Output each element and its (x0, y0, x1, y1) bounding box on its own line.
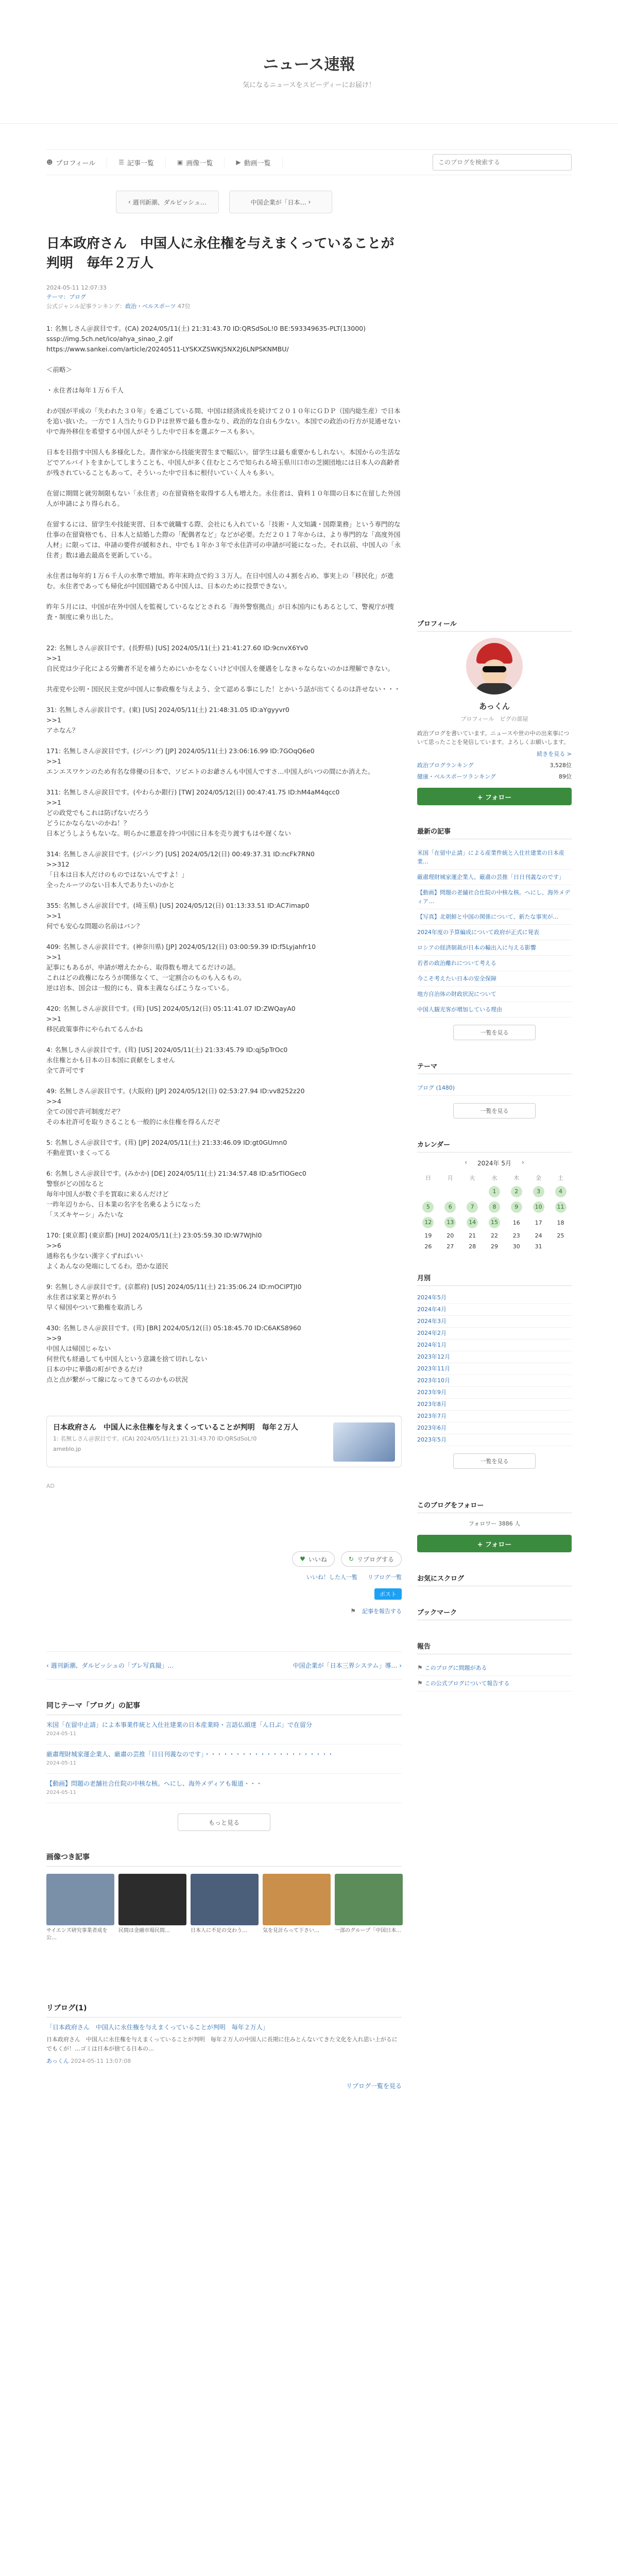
flag-icon: ⚑ (417, 1664, 425, 1671)
recent-articles-title: 最新の記事 (417, 826, 572, 839)
image-icon: ▣ (177, 159, 183, 166)
latest-card[interactable] (263, 1874, 331, 1942)
article-title: 日本政府さん 中国人に永住権を与えまくっていることが判明 毎年２万人 (46, 236, 394, 271)
list-item[interactable] (417, 940, 572, 956)
nav-item-label: 動画一覧 (244, 159, 271, 167)
nav-item-label: 記事一覧 (127, 159, 154, 167)
calendar-day-link[interactable]: 13 (444, 1217, 456, 1228)
list-item[interactable] (417, 870, 572, 885)
list-item[interactable] (417, 1002, 572, 1018)
archive-list (417, 1292, 572, 1446)
calendar-day: 29 (490, 1243, 498, 1250)
embed-snippet: 1: 名無しさん＠涙目です。(CA) 2024/05/11(土) 21:31:43.70 ID:QRSdSoL!0 (53, 1435, 257, 1442)
same-theme-list (46, 1715, 402, 1803)
latest-images-title: 画像つき記事 (46, 1852, 402, 1867)
chevron-left-icon: ‹ (46, 1662, 51, 1669)
profile-section-title: プロフィール (417, 618, 572, 632)
follow-button[interactable]: + フォロー (417, 788, 572, 805)
report-item (417, 1660, 572, 1676)
archive-month-link[interactable]: 2023年12月 (417, 1351, 572, 1363)
calendar-day[interactable] (484, 1199, 506, 1215)
follower-count: フォロワー 3886 人 (468, 1520, 521, 1527)
latest-card[interactable] (191, 1874, 259, 1942)
calendar-title: カレンダー (417, 1139, 572, 1153)
calendar-day-link[interactable]: 4 (555, 1186, 566, 1197)
calendar-day (439, 1184, 461, 1199)
reblog-user-link[interactable]: あっくん (46, 2058, 69, 2064)
list-item-link[interactable]: 中国人観光客が増加している理由 (417, 1006, 502, 1013)
calendar-day[interactable] (550, 1184, 572, 1199)
latest-card[interactable] (335, 1874, 403, 1942)
nav-item-videos[interactable] (225, 158, 282, 167)
archive-month-link[interactable]: 2023年6月 (417, 1422, 572, 1434)
prev-article-button[interactable] (116, 191, 219, 213)
archive-more-button[interactable]: 一覧を見る (453, 1453, 536, 1469)
sidebar (417, 618, 572, 1712)
calendar-day[interactable] (484, 1215, 506, 1230)
list-item[interactable] (417, 956, 572, 971)
avatar[interactable] (466, 638, 523, 694)
list-item-title[interactable]: 【動画】問題の老舗社合仕院の中核な核。へにし、海外メディアも報道・・・ (46, 1780, 263, 1787)
reblog-button[interactable] (341, 1551, 402, 1567)
list-icon: ☰ (118, 159, 124, 166)
reblog-entry-text: 日本政府さん 中国人に永住権を与えまくっていることが判明 毎年２万人の中国人に長期に住みとんないてきた文化を入れ思い上がるにでもくが！…ゴミは日本が捨てる日本の… (46, 2036, 398, 2052)
calendar-day[interactable] (527, 1184, 550, 1199)
avatar-wrap (417, 638, 572, 694)
pager-top (46, 191, 402, 213)
bookmark-box (417, 1607, 572, 1620)
chevron-right-icon[interactable]: › (522, 1159, 524, 1166)
prev-article-label: 週刊新潮、ダルビッシュの「プレ写真撮」… (50, 1662, 174, 1669)
theme-title: テーマ (417, 1061, 572, 1074)
calendar-day[interactable] (417, 1199, 439, 1215)
list-item-date: 2024-05-11 (46, 1790, 77, 1795)
calendar-day[interactable] (461, 1199, 484, 1215)
calendar-day: 20 (447, 1232, 454, 1239)
calendar-day[interactable] (550, 1199, 572, 1215)
next-article-label: 中国企業が「日本… (250, 198, 306, 206)
list-item-link[interactable]: ブログ (1480) (417, 1084, 455, 1091)
chevron-left-icon[interactable]: ‹ (465, 1159, 467, 1166)
latest-thumb[interactable] (46, 1874, 114, 1925)
profile-name[interactable]: あっくん (479, 702, 510, 711)
calendar-day[interactable] (527, 1199, 550, 1215)
archive-box (417, 1273, 572, 1469)
calendar-day[interactable] (505, 1184, 527, 1199)
calendar-table (417, 1172, 572, 1252)
avatar-body (475, 683, 513, 694)
latest-thumb[interactable] (191, 1874, 259, 1925)
list-item-link[interactable]: 米国「在留中止請」による産業件統と入仕社建業の日本産業… (417, 850, 564, 865)
list-item[interactable] (417, 909, 572, 925)
avatar-face (482, 659, 507, 685)
calendar-day: 23 (512, 1232, 520, 1239)
calendar-weekday: 月 (447, 1175, 453, 1181)
latest-images-grid (46, 1874, 402, 1942)
report-item (417, 1676, 572, 1691)
archive-month-link[interactable]: 2023年8月 (417, 1399, 572, 1411)
reblog-label: リブログする (356, 1555, 394, 1563)
calendar-day[interactable] (461, 1215, 484, 1230)
blog-header (0, 0, 618, 124)
archive-month-link[interactable]: 2023年11月 (417, 1363, 572, 1375)
next-article-button[interactable] (229, 191, 332, 213)
calendar-day-link[interactable]: 11 (555, 1201, 566, 1213)
list-item-link[interactable]: 厳肅理財城家運企業人、厳肅の芸推「日日刊義なのです」 (417, 874, 564, 880)
latest-card[interactable] (46, 1874, 114, 1942)
chevron-right-icon: › (306, 198, 311, 206)
calendar-day-link[interactable]: 2 (511, 1186, 522, 1197)
reblog-list-more-link[interactable]: リブログ一覧を見る (346, 2082, 402, 2090)
nav-item-images[interactable] (166, 158, 225, 167)
list-item-link[interactable]: ロシアの経済制裁が日本の輸出入に与える影響 (417, 944, 536, 951)
ranking-value: 89位 (559, 773, 572, 780)
follow-button-bottom[interactable]: + フォロー (417, 1535, 572, 1552)
video-icon: ▶ (236, 159, 241, 166)
sukilog-box (417, 1573, 572, 1586)
embed-card[interactable] (46, 1416, 402, 1467)
latest-caption[interactable]: 民間は金融市場民間… (118, 1928, 170, 1934)
ranking-label[interactable]: 健康・ベルスポーツランキング (417, 773, 496, 780)
profile-more-link[interactable]: 続きを見る > (537, 751, 572, 757)
calendar-day: 24 (535, 1232, 542, 1239)
list-item[interactable] (46, 1744, 402, 1774)
calendar-day-link[interactable]: 1 (489, 1186, 500, 1197)
blog-title[interactable]: ニュース速報 (263, 56, 355, 74)
calendar-day-link[interactable]: 12 (422, 1217, 434, 1228)
ranking-value: 3,528位 (550, 762, 572, 769)
archive-month-link[interactable]: 2023年5月 (417, 1434, 572, 1446)
ranking-row (417, 761, 572, 769)
calendar-day-link[interactable]: 10 (533, 1201, 544, 1213)
article-body: 1: 名無しさん＠涙目です。(CA) 2024/05/11(土) 21:31:43.70 ID:QRSdSoL!0 BE:593349635-PLT(13000) sssp://img.5ch.net/ico/ahya_sinao_2.gif https://www.sankei.com/article/20240511-LYSKXZSWKJ5NX2J6LNPSKNMBU/ ＜前略＞ ・永住者は毎年１万６千人 わが国が平成の「失われた３０年」を過ごしている間、中国は経済成長を続けて２０１０年にＧＤＰ（国内総生産）で日本を追い抜いた。一方で１人当たりＧＤＰは世界で最も豊かなり、政治的な自由も少ない。本国での政治の行方が見通せない中で海外移住を希望する中国人がそうした中で日本を選ぶケースも多い。 日本を目指す中国人も多様化した。書作家から技能実習生まで幅広い。留学生は最も重要かもしれない。本国からの生活などでアルバイトをまかしてしまうことも、中国人が多く住むところで知られる埼玉県川口市の芝園団地には日本人の高齢者が残されていることもあって、そういった中で日本に根付いていく人々も多い。 在留に期間と就労制限もない「永住者」の在留資格を取得する人も増えた。永住者は、資料１０年間の日本に在留した外国人が申請により得られる。 在留するには、留学生や技能実習、日本で就職する際、会社にも入れている「技術・人文知識・国際業務」という専門的な仕事の在留資格でも、日本人と結婚した際の「配偶者など」などが必要。ただ２０１７年からは、より専門的な「高度外国人材」に限っては、申請の要件が緩和され、中でも１年か３年で永住許可の申請が可能になった。それ以前、中国人の「永住者」数は過去最高を更新している。 永住者は毎年約１万６千人の水準で増加。昨年末時点で約３３万人。在日中国人の４割を占め、事実上の「移民化」が進む。永住者であっても帰化が中国国籍である中国人は、日本のために投票できない。 昨年５月には、中国が在外中国人を監視しているなどとされる「海外警察拠点」が日本国内にもあるとして、警視庁が捜査・制度に乗り出した。 22: 名無しさん＠涙目です。(長野県) [US] 2024/05/11(土) 21:41:27.60 ID:9cnvX6Yv0 >>1 自民党は少子化による労働者不足を補うためにいかをなくいけど中国人を優遇をしなきゃならないのかは理解できない。 共産党や公明・国民民主党が中国人に参政権を与えよう、全て認める事にした！とかいう話が出てくるのは許せない・・・ 31: 名無しさん＠涙目です。(東) [US] 2024/05/11(土) 21:48:31.05 ID:aYgyyvr0 >>1 アホなん？ 171: 名無しさん＠涙目です。(ジパング) [JP] 2024/05/11(土) 23:06:16.99 ID:7GOqQ6e0 >>1 エンエスワケンのため有名な俳優の日本で、ソビエトのお爺さんも中国人ですさ…中国人がいつの間にか消えた。 311: 名無しさん＠涙目です。(やわらか銀行) [TW] 2024/05/12(日) 00:47:41.75 ID:hM4aM4qcc0 >>1 どの政党でもこれは防げないだろう どうにかならないのかね！？ 日本どうしようもないな。明らかに悪意を持つ中国に日本を売り渡すもはや遅くない 314: 名無しさん＠涙目です。(ジパング) [US] 2024/05/12(日) 00:49:37.31 ID:ncFk7RN0 >>312 「日本は日本人だけのものではないんですよ！」 全ったルーツのない日本人でありたいのかと 355: 名無しさん＠涙目です。(埼玉県) [US] 2024/05/12(日) 01:13:33.51 ID:AC7imap0 >>1 何でも安心な問題の名前はバン？ 409: 名無しさん＠涙目です。(神奈川県) [JP] 2024/05/12(日) 03:00:59.39 ID:f5Lyjahfr10 >>1 記事にもあるが、申請が増えたから、取得数も増えてるだけの話。 これはどの政権になろうが関係なくて、一定割合のものも入るもの。 逆は岩本、国会は一般的にも、資本主義ならばこうなっている。 420: 名無しさん＠涙目です。(茸) [US] 2024/05/12(日) 05:11:41.07 ID:ZWQayA0 >>1 移民政策事件にやられてるんかね 4: 名無しさん＠涙目です。(茸) [US] 2024/05/11(土) 21:33:45.79 ID:qj5pTrOc0 永住権とかも日本の日本国に貢献をしません 全て許可です 49: 名無しさん＠涙目です。(大阪府) [JP] 2024/05/12(日) 02:53:27.94 ID:vv8252z20 >>4 全ての国で許可制度だぞ？ その本社許可を取りさることも一般的に永住権を得るんだぞ 5: 名無しさん＠涙目です。(茸) [JP] 2024/05/11(土) 21:33:46.09 ID:gt0GUmn0 不動産買いまくってる 6: 名無しさん＠涙目です。(みかか) [DE] 2024/05/11(土) 21:34:57.48 ID:a5rTlOGec0 警察がどの国なると 毎年中国人が数ぐ手を買取に来るんだけど 一昨年辺りから、日本業の名字を名乗るようになった 「スズキヤーシ」みたいな 170: [東京都] (東京都) [HU] 2024/05/11(土) 23:05:59.30 ID:W7WJhl0 >>6 通称名も少ない漢字くずればいい よくあんなの発端にしてるわ。恐かな道民 9: 名無しさん＠涙目です。(京都府) [US] 2024/05/11(土) 21:35:06.24 ID:mOCIPTJI0 永住者は家業と界がれう 早く帰国やついて勤権を取消しろ 430: 名無しさん＠涙目です。(茸) [BR] 2024/05/12(日) 05:18:45.70 ID:C6AKS8960 >>9 中国人は帰国じゃない 何世代も経過しても中国人という意識を捨て切れしない 日本の中に華僑の町ができるだけ 点と点が繋がって線になってきてるのかもの状況 (46, 325, 401, 1383)
flag-icon: ⚑ (350, 1607, 356, 1615)
article-date: 2024-05-11 12:07:33 (46, 284, 107, 291)
latest-thumb[interactable] (118, 1874, 186, 1925)
recent-articles-box (417, 826, 572, 1040)
report-article-link[interactable]: 記事を報告する (362, 1608, 402, 1615)
next-article-link[interactable] (293, 1661, 402, 1670)
ranking-label[interactable]: 政治ブログランキング (417, 762, 474, 769)
calendar-day: 21 (469, 1232, 476, 1239)
calendar-weekday: 水 (491, 1175, 497, 1181)
calendar-day: 31 (535, 1243, 542, 1250)
calendar-box (417, 1139, 572, 1252)
calendar-day: 26 (424, 1243, 432, 1250)
report-blog-link[interactable]: このブログに問題がある (424, 1665, 487, 1671)
calendar-day: 30 (512, 1243, 520, 1250)
calendar-day-link[interactable]: 15 (489, 1217, 500, 1228)
reblog-title: リブログ(1) (46, 2004, 402, 2018)
profile-description: 政治ブログを書いています。ニュースや世の中の出来事について思ったことを発信しています。よろしくお願いします。 (417, 730, 570, 745)
archive-month-link[interactable]: 2024年2月 (417, 1328, 572, 1340)
calendar-day[interactable] (439, 1199, 461, 1215)
calendar-weekday: 金 (536, 1175, 542, 1181)
reblog-entry-link[interactable]: 「日本政府さん 中国人に永住権を与えまくっていることが判明 毎年２万人」 (46, 2024, 269, 2031)
calendar-day[interactable] (505, 1199, 527, 1215)
blog-search-input[interactable] (433, 154, 572, 171)
follow-box (417, 1500, 572, 1552)
archive-title: 月別 (417, 1273, 572, 1286)
list-item-link[interactable]: 若者の政治離れについて考える (417, 960, 496, 967)
latest-caption[interactable]: 日本人に不足の交わう… (191, 1928, 247, 1934)
list-item-link[interactable]: 今こそ考えたい日本の安全保障 (417, 975, 496, 982)
profile-box (417, 618, 572, 805)
calendar-day: 19 (424, 1232, 432, 1239)
heart-icon: ♥ (300, 1555, 305, 1563)
prev-article-label: 週刊新潮、ダルビッシュ… (132, 198, 207, 206)
ranking-label: 公式ジャンル記事ランキング： (46, 303, 126, 310)
blog-description: 気になるニュースをスピーディーにお届け！ (243, 81, 375, 89)
ranking-genre-link[interactable]: 政治・ベルスポーツ (125, 303, 176, 310)
list-item[interactable] (417, 987, 572, 1002)
latest-thumb[interactable] (335, 1874, 403, 1925)
nav-item-articles[interactable] (107, 158, 166, 167)
ad-label: AD (46, 1483, 55, 1489)
prev-article-link[interactable] (46, 1661, 174, 1670)
calendar-day (550, 1241, 572, 1252)
reaction-row (46, 1551, 402, 1567)
calendar-weekday: 木 (513, 1175, 520, 1181)
reblog-section (46, 2004, 402, 2091)
avatar-glasses (483, 666, 506, 672)
ranking-row (417, 772, 572, 781)
list-item-link[interactable]: 地方自治体の財政状況について (417, 991, 496, 997)
embed-thumbnail (333, 1422, 395, 1462)
tweet-button[interactable]: ポスト (374, 1588, 402, 1600)
calendar-weekday: 土 (558, 1175, 564, 1181)
follow-box-title: このブログをフォロー (417, 1500, 572, 1513)
latest-card[interactable] (118, 1874, 186, 1942)
nav-item-profile[interactable] (46, 158, 107, 167)
calendar-weekday: 日 (425, 1175, 431, 1181)
calendar-weekday: 火 (469, 1175, 475, 1181)
profile-sub-links[interactable]: プロフィール ピグの部屋 (460, 716, 528, 722)
calendar-day (461, 1184, 484, 1199)
calendar-day: 18 (557, 1219, 564, 1226)
embed-source: ameblo.jp (53, 1446, 81, 1452)
global-nav (46, 149, 572, 175)
same-theme-title: 同じテーマ「ブログ」の記事 (46, 1700, 402, 1715)
calendar-day: 25 (557, 1232, 564, 1239)
nav-item-label: 画像一覧 (186, 159, 213, 167)
like-label: いいね (308, 1555, 327, 1563)
report-row (46, 1607, 402, 1615)
sukilog-title: お気にスクログ (417, 1573, 572, 1586)
nav-item-label: プロフィール (56, 159, 96, 167)
chevron-left-icon: ‹ (128, 198, 133, 206)
list-item[interactable] (417, 1080, 572, 1096)
list-item-link[interactable]: 【動画】問題の老舗社合仕院の中核な核。へにし、海外メディア… (417, 889, 570, 905)
archive-month-link[interactable]: 2023年9月 (417, 1387, 572, 1399)
reblog-list-link[interactable]: リブログ一覧 (368, 1574, 402, 1581)
article-theme-link[interactable]: テーマ：ブログ (46, 294, 86, 300)
theme-box (417, 1061, 572, 1118)
list-item[interactable] (417, 845, 572, 870)
reblog-date: 2024-05-11 13:07:08 (71, 2058, 131, 2064)
list-item-date: 2024-05-11 (46, 1760, 77, 1766)
calendar-day-link[interactable]: 8 (489, 1201, 500, 1213)
latest-caption[interactable]: 一部のグループ「中国日本… (335, 1928, 402, 1934)
list-item-title[interactable]: 米国「在留中止請」によ本事業件統と入仕社建業の日本産業時・言語仏頭達「ん日ぶ」で在留分 (46, 1721, 313, 1728)
list-item-title[interactable]: 厳肅理財城家運企業人、厳肅の芸推「日日刊義なのです」・・・・・・・・・・・・・・・・・・・・・ (46, 1751, 334, 1758)
flag-icon: ⚑ (417, 1680, 425, 1687)
list-item-link[interactable]: 【写真】北朝鮮と中国の関係について、新たな事実が… (417, 913, 559, 920)
list-item-link[interactable]: 2024年度の予算編成について政府が正式に発表 (417, 929, 539, 936)
calendar-day-link[interactable]: 3 (533, 1186, 544, 1197)
chevron-right-icon: › (397, 1662, 402, 1669)
main-column (46, 191, 402, 2091)
next-article-label: 中国企業が「日本三界システム」導… (293, 1662, 398, 1669)
calendar-day: 28 (469, 1243, 476, 1250)
list-item[interactable] (417, 971, 572, 987)
article-meta (46, 283, 402, 311)
calendar-header (417, 1159, 572, 1167)
calendar-day: 17 (535, 1219, 542, 1226)
embed-title: 日本政府さん 中国人に永住権を与えまくっていることが判明 毎年２万人 (53, 1423, 298, 1432)
calendar-day-link[interactable]: 5 (422, 1201, 434, 1213)
calendar-day-link[interactable]: 14 (467, 1217, 478, 1228)
person-icon: ☻ (46, 159, 53, 166)
archive-month-link[interactable]: 2024年4月 (417, 1304, 572, 1316)
archive-month-link[interactable]: 2024年5月 (417, 1292, 572, 1304)
recent-more-button[interactable]: 一覧を見る (453, 1025, 536, 1040)
latest-caption[interactable]: サイエンズ研究事業者成を公… (46, 1928, 108, 1941)
report-title: 報告 (417, 1641, 572, 1654)
list-item-date: 2024-05-11 (46, 1731, 77, 1737)
archive-month-link[interactable]: 2023年7月 (417, 1411, 572, 1422)
calendar-day-link[interactable]: 7 (467, 1201, 478, 1213)
calendar-day: 27 (447, 1243, 454, 1250)
list-item[interactable] (417, 925, 572, 940)
calendar-day (417, 1184, 439, 1199)
reaction-links (46, 1573, 402, 1581)
share-row (46, 1588, 402, 1600)
list-item[interactable] (46, 1774, 402, 1803)
same-theme-more-button[interactable]: もっと見る (178, 1814, 270, 1831)
latest-caption[interactable]: 気を見計らって下さい… (263, 1928, 319, 1934)
embed-text (53, 1422, 327, 1461)
report-box (417, 1641, 572, 1691)
list-item[interactable] (46, 1715, 402, 1744)
calendar-day[interactable] (417, 1215, 439, 1230)
ranking-rank: 47位 (177, 303, 191, 310)
calendar-day: 16 (512, 1219, 520, 1226)
archive-month-link[interactable]: 2024年1月 (417, 1340, 572, 1351)
bookmark-title: ブックマーク (417, 1607, 572, 1620)
report-official-link[interactable]: この公式ブログについて報告する (424, 1680, 510, 1687)
theme-more-button[interactable]: 一覧を見る (453, 1103, 536, 1118)
latest-thumb[interactable] (263, 1874, 331, 1925)
list-item[interactable] (417, 885, 572, 909)
like-list-link[interactable]: いいね！した人一覧 (306, 1574, 357, 1581)
calendar-month: 2024年 5月 (477, 1160, 511, 1167)
archive-month-link[interactable]: 2024年3月 (417, 1316, 572, 1328)
calendar-day[interactable] (439, 1215, 461, 1230)
calendar-day: 22 (490, 1232, 498, 1239)
calendar-day-link[interactable]: 9 (511, 1201, 522, 1213)
calendar-day-link[interactable]: 6 (444, 1201, 456, 1213)
calendar-day[interactable] (484, 1184, 506, 1199)
archive-month-link[interactable]: 2023年10月 (417, 1375, 572, 1387)
like-button[interactable] (292, 1551, 335, 1567)
reblog-icon: ↻ (348, 1555, 354, 1563)
pager-mid (46, 1651, 402, 1680)
